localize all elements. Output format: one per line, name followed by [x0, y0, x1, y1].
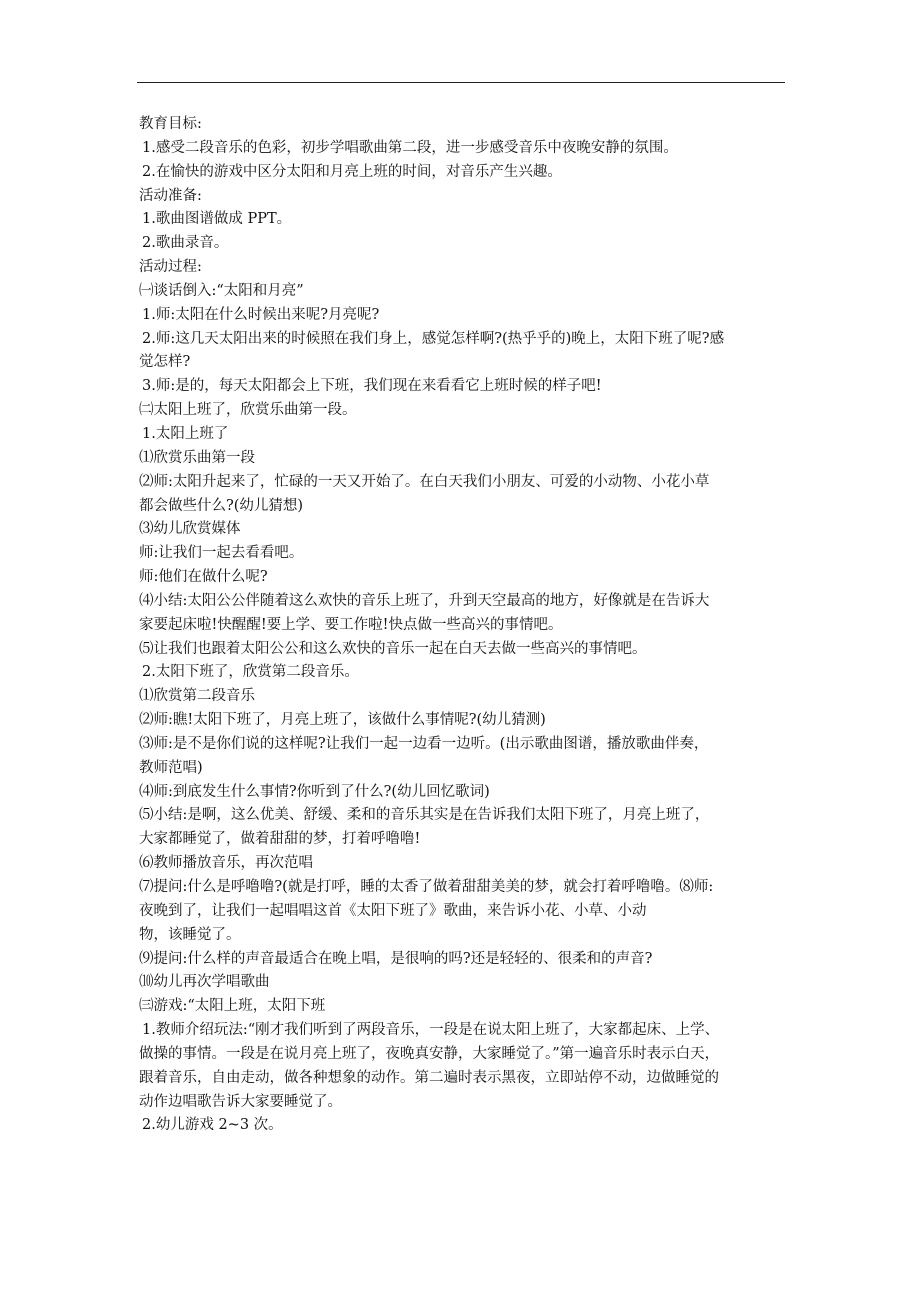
- text-line: 师:让我们一起去看看吧。: [139, 545, 304, 562]
- text-line: 2.幼儿游戏 2~3 次。: [142, 1117, 283, 1134]
- text-line: ⑵师:瞧!太阳下班了，月亮上班了，该做什么事情呢?(幼儿猜测): [139, 712, 546, 729]
- text-line: ㈢游戏:“太阳上班，太阳下班: [139, 998, 326, 1015]
- text-line: 3.师:是的，每天太阳都会上下班，我们现在来看看它上班时候的样子吧!: [142, 378, 602, 395]
- text-line: 动作边唱歌告诉大家要睡觉了。: [139, 1093, 342, 1110]
- text-line: ⑺提问:什么是呼噜噜?(就是打呼，睡的太香了做着甜甜美美的梦，就会打着呼噜噜。⑻师:: [139, 879, 714, 895]
- text-line: ⑴欣赏乐曲第一段: [139, 449, 255, 466]
- text-line: 教师范唱): [139, 759, 203, 776]
- text-line: 2.歌曲录音。: [142, 235, 229, 252]
- text-line: ⑷小结:太阳公公伴随着这么欢快的音乐上班了，升到天空最高的地方，好像就是在告诉大: [139, 592, 710, 609]
- text-line: 1.师:太阳在什么时候出来呢?月亮呢?: [142, 306, 380, 323]
- text-line: 活动过程:: [139, 259, 202, 276]
- header-rule: [137, 82, 785, 83]
- text-line: 2.太阳下班了，欣赏第二段音乐。: [142, 664, 359, 681]
- text-line: ⑽幼儿再次学唱歌曲: [139, 974, 270, 991]
- text-line: ㈡太阳上班了，欣赏乐曲第一段。: [139, 402, 357, 419]
- text-line: 2.在愉快的游戏中区分太阳和月亮上班的时间，对音乐产生兴趣。: [142, 163, 562, 180]
- text-line: ⑴欣赏第二段音乐: [139, 688, 255, 705]
- text-line: 教育目标:: [139, 116, 202, 132]
- text-line: ⑶师:是不是你们说的这样呢?让我们一起一边看一边听。(出示歌曲图谱，播放歌曲伴奏，: [139, 735, 709, 752]
- text-line: 1.太阳上班了: [142, 425, 229, 442]
- text-line: ⑸让我们也跟着太阳公公和这么欢快的音乐一起在白天去做一些高兴的事情吧。: [139, 640, 647, 657]
- text-line: 夜晚到了，让我们一起唱唱这首《太阳下班了》歌曲，来告诉小花、小草、小动: [139, 902, 647, 919]
- text-line: ⑷师:到底发生什么事情?你听到了什么?(幼儿回忆歌词): [139, 783, 490, 800]
- document-body: [139, 113, 789, 1138]
- text-line: ㈠谈话倒入:“太阳和月亮”: [139, 282, 304, 299]
- text-line: 2.师:这几天太阳出来的时候照在我们身上，感觉怎样啊?(热乎乎的)晚上，太阳下班了呢?感: [142, 330, 725, 347]
- text-line: 觉怎样?: [139, 354, 191, 371]
- text-line: 都会做些什么?(幼儿猜想): [139, 497, 304, 514]
- text-line: 1.教师介绍玩法:“刚才我们听到了两段音乐，一段是在说太阳上班了，大家都起床、上学、: [142, 1022, 720, 1039]
- text-line: 家要起床啦!快醒醒!要上学、要工作啦!快点做一些高兴的事情吧。: [139, 616, 563, 633]
- text-line: ⑵师:太阳升起来了，忙碌的一天又开始了。在白天我们小朋友、可爱的小动物、小花小草: [139, 473, 710, 490]
- text-line: 跟着音乐，自由走动，做各种想象的动作。第二遍时表示黑夜，立即站停不动，边做睡觉的: [139, 1069, 719, 1086]
- text-line: 1.感受二段音乐的色彩，初步学唱歌曲第二段，进一步感受音乐中夜晚安静的氛围。: [142, 139, 678, 156]
- text-line: 活动准备:: [139, 187, 202, 204]
- text-line: 物，该睡觉了。: [139, 926, 241, 943]
- text-line: 1.歌曲图谱做成 PPT。: [142, 211, 292, 228]
- text-line: ⑼提问:什么样的声音最适合在晚上唱，是很响的吗?还是轻轻的、很柔和的声音?: [139, 950, 653, 967]
- text-line: 大家都睡觉了，做着甜甜的梦，打着呼噜噜!: [139, 831, 421, 848]
- text-line: ⑸小结:是啊，这么优美、舒缓、柔和的音乐其实是在告诉我们太阳下班了，月亮上班了，: [139, 807, 710, 824]
- text-line: ⑶幼儿欣赏媒体: [139, 521, 241, 538]
- text-line: 师:他们在做什么呢?: [139, 569, 268, 586]
- text-line: ⑹教师播放音乐，再次范唱: [139, 855, 313, 872]
- text-line: 做操的事情。一段是在说月亮上班了，夜晚真安静，大家睡觉了。”第一遍音乐时表示白天，: [139, 1045, 720, 1062]
